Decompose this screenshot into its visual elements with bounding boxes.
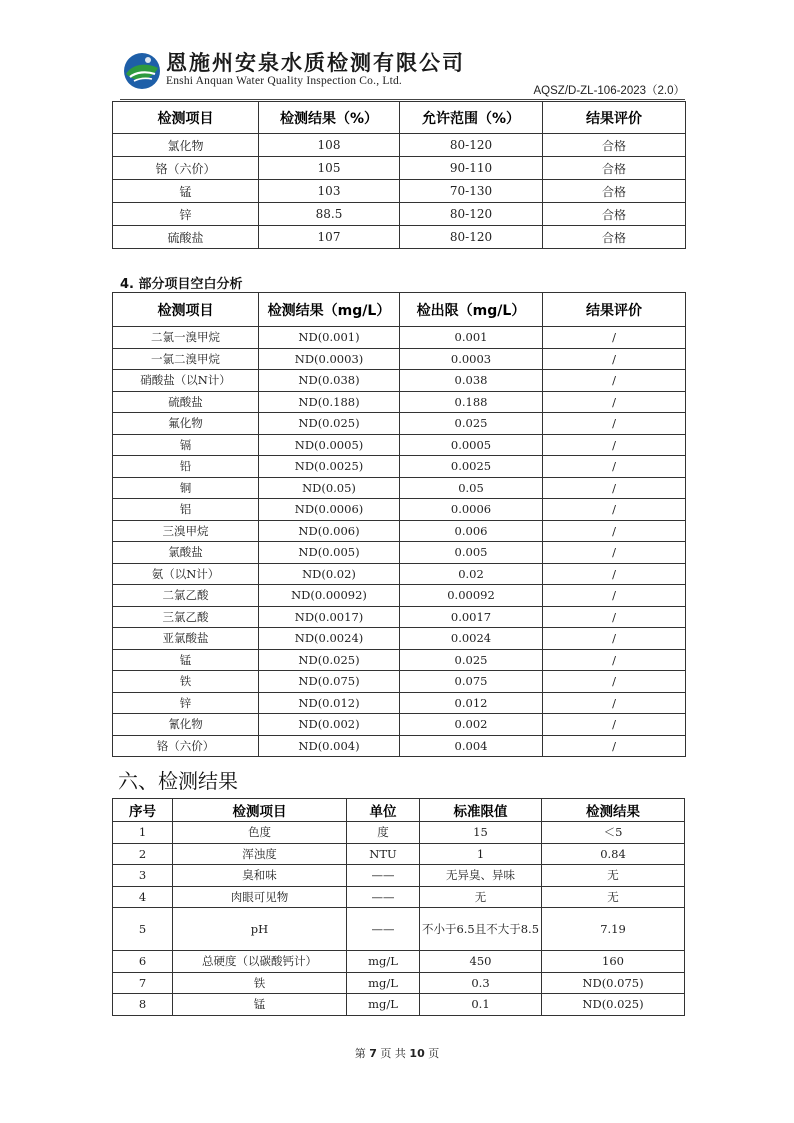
table-cell: 氨（以N计）: [113, 563, 259, 585]
table-cell: /: [543, 499, 686, 521]
table-row: [113, 649, 686, 671]
table-cell: mg/L: [347, 972, 420, 994]
table-cell: 7.19: [542, 908, 685, 951]
table-cell: 合格: [543, 226, 686, 249]
table-cell: /: [543, 692, 686, 714]
table-row: [113, 370, 686, 392]
table-cell: 107: [259, 226, 400, 249]
table-row: [113, 391, 686, 413]
table-cell: 铁: [173, 972, 347, 994]
table-row: [113, 606, 686, 628]
table-cell: 合格: [543, 134, 686, 157]
table-row: [113, 134, 686, 157]
table-cell: /: [543, 735, 686, 757]
table-row: [113, 822, 685, 844]
table-cell: 5: [113, 908, 173, 951]
table-cell: 3: [113, 865, 173, 887]
table-cell: ND(0.038): [259, 370, 400, 392]
table-cell: 浑浊度: [173, 843, 347, 865]
table-cell: ND(0.001): [259, 327, 400, 349]
table-cell: 铅: [113, 456, 259, 478]
table-cell: /: [543, 391, 686, 413]
blank-analysis-table: [112, 292, 686, 757]
table-cell: 0.3: [420, 972, 542, 994]
water-drop-logo-icon: [122, 50, 162, 90]
table-row: [113, 735, 686, 757]
table-cell: ND(0.00092): [259, 585, 400, 607]
table-cell: ND(0.188): [259, 391, 400, 413]
table-row: [113, 671, 686, 693]
page-footer: [0, 1045, 794, 1061]
column-header: 检测项目: [113, 102, 259, 134]
table-cell: /: [543, 434, 686, 456]
table-cell: 锰: [113, 180, 259, 203]
table-row: [113, 348, 686, 370]
table-cell: 0.004: [400, 735, 543, 757]
table-cell: 2: [113, 843, 173, 865]
table-cell: 度: [347, 822, 420, 844]
table-cell: 锰: [173, 994, 347, 1016]
table-cell: 铬（六价）: [113, 735, 259, 757]
table-cell: mg/L: [347, 994, 420, 1016]
table-row: [113, 413, 686, 435]
results-table: [112, 798, 685, 1016]
table-cell: ND(0.0003): [259, 348, 400, 370]
table-cell: /: [543, 370, 686, 392]
table-row: [113, 327, 686, 349]
table-cell: 色度: [173, 822, 347, 844]
table-row: [113, 477, 686, 499]
table-cell: ND(0.025): [259, 649, 400, 671]
table-cell: ——: [347, 886, 420, 908]
table-cell: /: [543, 456, 686, 478]
column-header: 检出限（mg/L）: [400, 293, 543, 327]
table-cell: 80-120: [400, 203, 543, 226]
table-cell: ND(0.005): [259, 542, 400, 564]
table-row: [113, 542, 686, 564]
column-header: 结果评价: [543, 102, 686, 134]
table-cell: 氟化物: [113, 413, 259, 435]
table-row: [113, 972, 685, 994]
document-code: AQSZ/D-ZL-106-2023（2.0）: [533, 85, 685, 97]
table-cell: 8: [113, 994, 173, 1016]
table-cell: 二氯乙酸: [113, 585, 259, 607]
table-cell: 无: [420, 886, 542, 908]
table-cell: 0.84: [542, 843, 685, 865]
table-cell: ND(0.012): [259, 692, 400, 714]
table-cell: mg/L: [347, 951, 420, 973]
total-pages: 10: [409, 1047, 425, 1060]
table-cell: 1: [420, 843, 542, 865]
column-header: 允许范围（%）: [400, 102, 543, 134]
table-cell: 0.002: [400, 714, 543, 736]
table-header-row: [113, 102, 686, 134]
table-row: [113, 843, 685, 865]
table-row: [113, 434, 686, 456]
table-cell: 合格: [543, 157, 686, 180]
table-cell: 80-120: [400, 226, 543, 249]
table-row: [113, 499, 686, 521]
table-cell: NTU: [347, 843, 420, 865]
table-cell: pH: [173, 908, 347, 951]
table-cell: ——: [347, 908, 420, 951]
table-cell: ND(0.05): [259, 477, 400, 499]
column-header: 标准限值: [420, 799, 542, 822]
table-cell: 氯酸盐: [113, 542, 259, 564]
table-cell: 0.075: [400, 671, 543, 693]
footer-middle: 页 共: [380, 1047, 406, 1060]
table-cell: /: [543, 714, 686, 736]
table-cell: 总硬度（以碳酸钙计）: [173, 951, 347, 973]
header-divider: [120, 99, 685, 100]
table-cell: /: [543, 327, 686, 349]
table-cell: 0.05: [400, 477, 543, 499]
table-cell: 合格: [543, 203, 686, 226]
table-cell: 铁: [113, 671, 259, 693]
table-cell: 肉眼可见物: [173, 886, 347, 908]
table-cell: 无: [542, 865, 685, 887]
table-row: [113, 714, 686, 736]
table-cell: 锰: [113, 649, 259, 671]
table-cell: 硝酸盐（以N计）: [113, 370, 259, 392]
table-cell: /: [543, 413, 686, 435]
table-cell: /: [543, 563, 686, 585]
table-cell: 0.0024: [400, 628, 543, 650]
table-cell: /: [543, 348, 686, 370]
table-cell: 0.00092: [400, 585, 543, 607]
table-cell: ND(0.0005): [259, 434, 400, 456]
table-cell: ND(0.0017): [259, 606, 400, 628]
table-cell: 0.001: [400, 327, 543, 349]
column-header: 检测项目: [173, 799, 347, 822]
table-cell: ND(0.006): [259, 520, 400, 542]
table-cell: 三氯乙酸: [113, 606, 259, 628]
table-cell: 不小于6.5且不大于8.5: [420, 908, 542, 951]
table-cell: 0.1: [420, 994, 542, 1016]
table-cell: /: [543, 628, 686, 650]
table-row: [113, 585, 686, 607]
table-cell: 450: [420, 951, 542, 973]
table-cell: ND(0.002): [259, 714, 400, 736]
table-row: [113, 180, 686, 203]
table-cell: 三溴甲烷: [113, 520, 259, 542]
table-cell: ND(0.025): [542, 994, 685, 1016]
table-cell: 0.012: [400, 692, 543, 714]
table-row: [113, 865, 685, 887]
table-cell: ND(0.0024): [259, 628, 400, 650]
report-header: [120, 44, 685, 100]
table-cell: 锌: [113, 203, 259, 226]
table-cell: 铬（六价）: [113, 157, 259, 180]
table-cell: 0.0003: [400, 348, 543, 370]
table-cell: 0.0005: [400, 434, 543, 456]
table-cell: ND(0.025): [259, 413, 400, 435]
table-cell: ND(0.02): [259, 563, 400, 585]
table-cell: 合格: [543, 180, 686, 203]
column-header: 结果评价: [543, 293, 686, 327]
table-cell: 臭和味: [173, 865, 347, 887]
company-name-en: Enshi Anquan Water Quality Inspection Co., Ltd.: [166, 75, 402, 87]
results-title: 六、检测结果: [118, 769, 238, 793]
table-cell: 0.02: [400, 563, 543, 585]
table-cell: 1: [113, 822, 173, 844]
table-cell: ——: [347, 865, 420, 887]
table-cell: 6: [113, 951, 173, 973]
table-cell: 氯化物: [113, 134, 259, 157]
table-cell: 0.025: [400, 649, 543, 671]
table-cell: 105: [259, 157, 400, 180]
column-header: 检测结果: [542, 799, 685, 822]
table-cell: /: [543, 671, 686, 693]
table-cell: 4: [113, 886, 173, 908]
recovery-table: [112, 101, 686, 249]
table-cell: 二氯一溴甲烷: [113, 327, 259, 349]
table-cell: /: [543, 585, 686, 607]
table-cell: 7: [113, 972, 173, 994]
table-cell: 88.5: [259, 203, 400, 226]
table-cell: 氰化物: [113, 714, 259, 736]
table-row: [113, 692, 686, 714]
table-cell: 0.038: [400, 370, 543, 392]
footer-prefix: 第: [354, 1047, 366, 1060]
blank-analysis-title: 4. 部分项目空白分析: [120, 277, 243, 292]
table-cell: 镉: [113, 434, 259, 456]
table-cell: 0.0006: [400, 499, 543, 521]
table-cell: /: [543, 542, 686, 564]
column-header: 序号: [113, 799, 173, 822]
table-cell: /: [543, 606, 686, 628]
table-cell: 15: [420, 822, 542, 844]
table-cell: /: [543, 520, 686, 542]
table-header-row: [113, 799, 685, 822]
column-header: 检测结果（%）: [259, 102, 400, 134]
table-row: [113, 226, 686, 249]
column-header: 检测项目: [113, 293, 259, 327]
table-cell: 无异臭、异味: [420, 865, 542, 887]
current-page: 7: [369, 1047, 377, 1060]
table-cell: 103: [259, 180, 400, 203]
table-cell: /: [543, 649, 686, 671]
table-cell: ND(0.075): [259, 671, 400, 693]
table-row: [113, 520, 686, 542]
table-row: [113, 563, 686, 585]
table-cell: 铝: [113, 499, 259, 521]
company-name-cn: 恩施州安泉水质检测有限公司: [166, 50, 465, 75]
table-cell: 锌: [113, 692, 259, 714]
table-cell: 108: [259, 134, 400, 157]
table-row: [113, 456, 686, 478]
table-row: [113, 951, 685, 973]
table-row: [113, 994, 685, 1016]
table-cell: 硫酸盐: [113, 391, 259, 413]
table-cell: ND(0.0025): [259, 456, 400, 478]
table-cell: 0.006: [400, 520, 543, 542]
column-header: 检测结果（mg/L）: [259, 293, 400, 327]
table-cell: 70-130: [400, 180, 543, 203]
table-cell: 80-120: [400, 134, 543, 157]
column-header: 单位: [347, 799, 420, 822]
table-cell: ＜5: [542, 822, 685, 844]
table-row: [113, 203, 686, 226]
table-cell: ND(0.004): [259, 735, 400, 757]
table-cell: 亚氯酸盐: [113, 628, 259, 650]
table-cell: 铜: [113, 477, 259, 499]
table-cell: 0.0017: [400, 606, 543, 628]
table-row: [113, 908, 685, 951]
table-cell: /: [543, 477, 686, 499]
table-cell: 0.0025: [400, 456, 543, 478]
table-cell: 0.188: [400, 391, 543, 413]
table-cell: 0.005: [400, 542, 543, 564]
table-cell: ND(0.0006): [259, 499, 400, 521]
table-cell: 0.025: [400, 413, 543, 435]
table-row: [113, 886, 685, 908]
table-row: [113, 628, 686, 650]
table-cell: 90-110: [400, 157, 543, 180]
table-cell: 一氯二溴甲烷: [113, 348, 259, 370]
table-row: [113, 157, 686, 180]
footer-suffix: 页: [428, 1047, 440, 1060]
table-header-row: [113, 293, 686, 327]
table-cell: ND(0.075): [542, 972, 685, 994]
table-cell: 无: [542, 886, 685, 908]
table-cell: 160: [542, 951, 685, 973]
table-cell: 硫酸盐: [113, 226, 259, 249]
